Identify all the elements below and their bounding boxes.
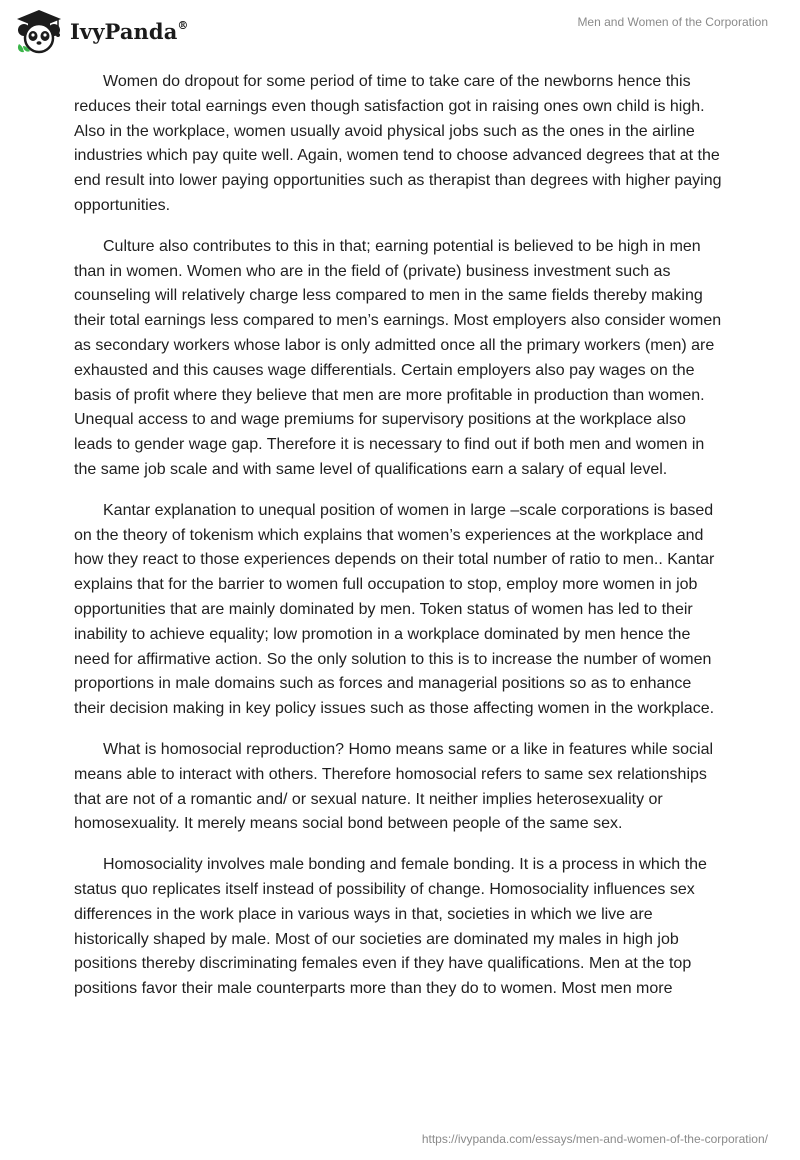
paragraph: What is homosocial reproduction? Homo means same or a like in features while social means able to interact with others. Therefore homosocial refers to same sex relationships that are not of a romantic and/ or sexual nature. It neither implies heterosexuality or homosexuality. It merely means social bond between people of the same sex.	[74, 740, 714, 833]
source-url[interactable]: https://ivypanda.com/essays/men-and-women-of-the-corporation/	[421, 1132, 768, 1146]
paragraph: Homosociality involves male bonding and female bonding. It is a process in which the status quo replicates itself instead of possibility of change. Homosociality influences sex differences in the work place in various ways in that, societies in which we live are historically shaped by male. Most of our societies are dominated my males in high job positions thereby discriminating females even if they have qualifications. Men at the top positions favor their male counterparts more than they do to women. Most men more	[74, 856, 707, 998]
essay-body	[74, 70, 726, 1018]
paragraph: Culture also contributes to this in that; earning potential is believed to be high in men than in women. Women who are in the field of (private) business investment such as counseling will relatively charge less compared to men in the same fields thereby making their total earnings less compared to men’s earnings. Most employers also consider women as secondary workers whose labor is only admitted once all the primary workers (men) are exhausted and this causes wage differentials. Certain employers also pay wages on the basis of profit where they believe that men are more profitable in production than women. Unequal access to and wage premiums for supervisory positions at the workplace also leads to gender wage gap. Therefore it is necessary to find out if both men and women in the same job scale and with same level of qualifications earn a salary of equal level.	[74, 237, 722, 478]
page-header	[0, 0, 800, 64]
ivypanda-logo[interactable]	[14, 8, 189, 54]
logo-text: IvyPanda®	[70, 18, 189, 44]
panda-graduate-icon	[14, 8, 64, 54]
paragraph: Women do dropout for some period of time to take care of the newborns hence this reduces their total earnings even though satisfaction got in raising ones own child is high. Also in the workplace, women usually avoid physical jobs such as the ones in the airline industries which pay quite well. Again, women tend to choose advanced degrees that at the end result into lower paying opportunities such as therapist than degrees with higher paying opportunities.	[74, 73, 722, 214]
paragraph: Kantar explanation to unequal position of women in large –scale corporations is based on the theory of tokenism which explains that women’s experiences at the workplace and how they react to those experiences depends on their total number of ratio to men.. Kantar explains that for the barrier to women full occupation to stop, employ more women in job opportunities that are mainly dominated by men. Token status of women has led to their inability to achieve equality; low promotion in a workplace dominated by men hence the need for affirmative action. So the only solution to this is to increase the number of women proportions in male domains such as forces and managerial positions so as to enhance their decision making in key policy issues such as those affecting women in the workplace.	[74, 501, 715, 718]
running-title: Men and Women of the Corporation	[577, 15, 768, 29]
